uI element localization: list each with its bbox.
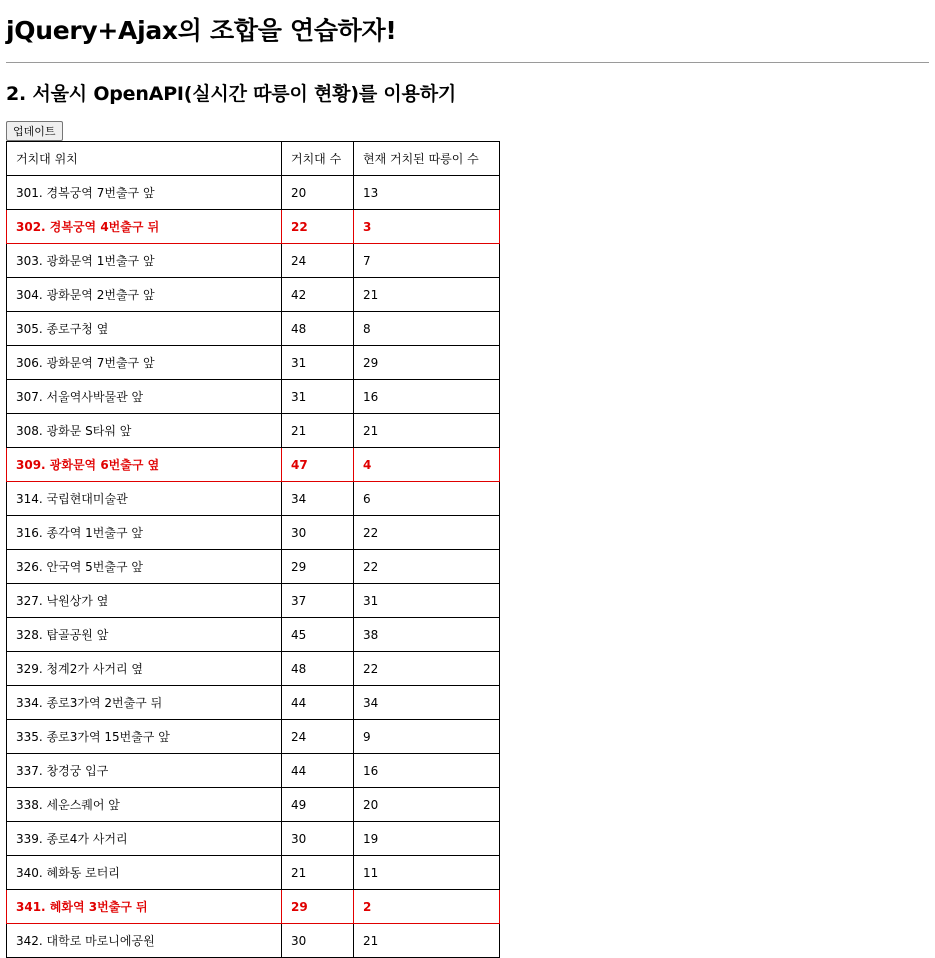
table-row [7, 754, 500, 788]
table-row [7, 652, 500, 686]
page-title: jQuery+Ajax의 조합을 연습하자! [6, 16, 397, 45]
cell-bike-count: 8 [354, 312, 500, 346]
cell-rack-count: 21 [282, 414, 354, 448]
cell-rack-count: 48 [282, 312, 354, 346]
cell-bike-count: 16 [354, 754, 500, 788]
cell-location: 327. 낙원상가 옆 [7, 584, 282, 618]
cell-rack-count: 21 [282, 856, 354, 890]
cell-location: 342. 대학로 마로니에공원 [7, 924, 282, 958]
cell-location: 340. 혜화동 로터리 [7, 856, 282, 890]
cell-rack-count: 31 [282, 380, 354, 414]
table-row [7, 278, 500, 312]
cell-rack-count: 34 [282, 482, 354, 516]
cell-location: 338. 세운스퀘어 앞 [7, 788, 282, 822]
cell-bike-count: 9 [354, 720, 500, 754]
cell-location: 335. 종로3가역 15번출구 앞 [7, 720, 282, 754]
bike-station-table [6, 141, 500, 958]
table-row [7, 924, 500, 958]
cell-location: 304. 광화문역 2번출구 앞 [7, 278, 282, 312]
table-row [7, 176, 500, 210]
table-row [7, 380, 500, 414]
header-location: 거치대 위치 [7, 142, 282, 176]
cell-location: 334. 종로3가역 2번출구 뒤 [7, 686, 282, 720]
cell-bike-count: 22 [354, 516, 500, 550]
cell-location: 306. 광화문역 7번출구 앞 [7, 346, 282, 380]
cell-bike-count: 21 [354, 414, 500, 448]
cell-rack-count: 45 [282, 618, 354, 652]
cell-bike-count: 31 [354, 584, 500, 618]
cell-location: 303. 광화문역 1번출구 앞 [7, 244, 282, 278]
cell-rack-count: 42 [282, 278, 354, 312]
cell-rack-count: 20 [282, 176, 354, 210]
table-row [7, 346, 500, 380]
divider [6, 62, 929, 63]
cell-rack-count: 47 [282, 448, 354, 482]
table-row [7, 244, 500, 278]
cell-bike-count: 22 [354, 550, 500, 584]
table-header-row [7, 142, 500, 176]
update-button[interactable]: 업데이트 [6, 121, 63, 141]
cell-rack-count: 48 [282, 652, 354, 686]
table-row [7, 584, 500, 618]
cell-rack-count: 37 [282, 584, 354, 618]
cell-rack-count: 44 [282, 754, 354, 788]
cell-bike-count: 19 [354, 822, 500, 856]
cell-rack-count: 24 [282, 244, 354, 278]
cell-location: 302. 경복궁역 4번출구 뒤 [7, 210, 282, 244]
cell-bike-count: 29 [354, 346, 500, 380]
table-row [7, 618, 500, 652]
cell-bike-count: 38 [354, 618, 500, 652]
cell-location: 329. 청계2가 사거리 옆 [7, 652, 282, 686]
table-row [7, 686, 500, 720]
cell-rack-count: 29 [282, 890, 354, 924]
cell-location: 314. 국립현대미술관 [7, 482, 282, 516]
cell-rack-count: 31 [282, 346, 354, 380]
cell-bike-count: 4 [354, 448, 500, 482]
cell-location: 341. 혜화역 3번출구 뒤 [7, 890, 282, 924]
cell-rack-count: 30 [282, 924, 354, 958]
table-row [7, 448, 500, 482]
table-row [7, 856, 500, 890]
cell-bike-count: 34 [354, 686, 500, 720]
cell-location: 305. 종로구청 옆 [7, 312, 282, 346]
cell-location: 307. 서울역사박물관 앞 [7, 380, 282, 414]
cell-bike-count: 6 [354, 482, 500, 516]
cell-location: 316. 종각역 1번출구 앞 [7, 516, 282, 550]
cell-location: 301. 경복궁역 7번출구 앞 [7, 176, 282, 210]
cell-rack-count: 49 [282, 788, 354, 822]
table-body [7, 176, 500, 958]
cell-location: 308. 광화문 S타워 앞 [7, 414, 282, 448]
header-rack-count: 거치대 수 [282, 142, 354, 176]
cell-bike-count: 7 [354, 244, 500, 278]
cell-bike-count: 13 [354, 176, 500, 210]
table-row [7, 414, 500, 448]
cell-rack-count: 30 [282, 516, 354, 550]
table-row [7, 720, 500, 754]
table-row [7, 890, 500, 924]
header-bike-count: 현재 거치된 따릉이 수 [354, 142, 500, 176]
cell-location: 339. 종로4가 사거리 [7, 822, 282, 856]
cell-bike-count: 11 [354, 856, 500, 890]
table-row [7, 312, 500, 346]
cell-location: 326. 안국역 5번출구 앞 [7, 550, 282, 584]
table-row [7, 210, 500, 244]
cell-location: 337. 창경궁 입구 [7, 754, 282, 788]
cell-location: 309. 광화문역 6번출구 옆 [7, 448, 282, 482]
cell-rack-count: 22 [282, 210, 354, 244]
cell-bike-count: 21 [354, 278, 500, 312]
table-row [7, 482, 500, 516]
cell-bike-count: 2 [354, 890, 500, 924]
section-title: 2. 서울시 OpenAPI(실시간 따릉이 현황)를 이용하기 [6, 83, 457, 105]
cell-bike-count: 16 [354, 380, 500, 414]
cell-rack-count: 30 [282, 822, 354, 856]
cell-location: 328. 탑골공원 앞 [7, 618, 282, 652]
table-row [7, 822, 500, 856]
cell-rack-count: 44 [282, 686, 354, 720]
cell-rack-count: 24 [282, 720, 354, 754]
table-row [7, 788, 500, 822]
cell-bike-count: 22 [354, 652, 500, 686]
cell-bike-count: 20 [354, 788, 500, 822]
table-row [7, 516, 500, 550]
table-row [7, 550, 500, 584]
cell-rack-count: 29 [282, 550, 354, 584]
cell-bike-count: 3 [354, 210, 500, 244]
cell-bike-count: 21 [354, 924, 500, 958]
